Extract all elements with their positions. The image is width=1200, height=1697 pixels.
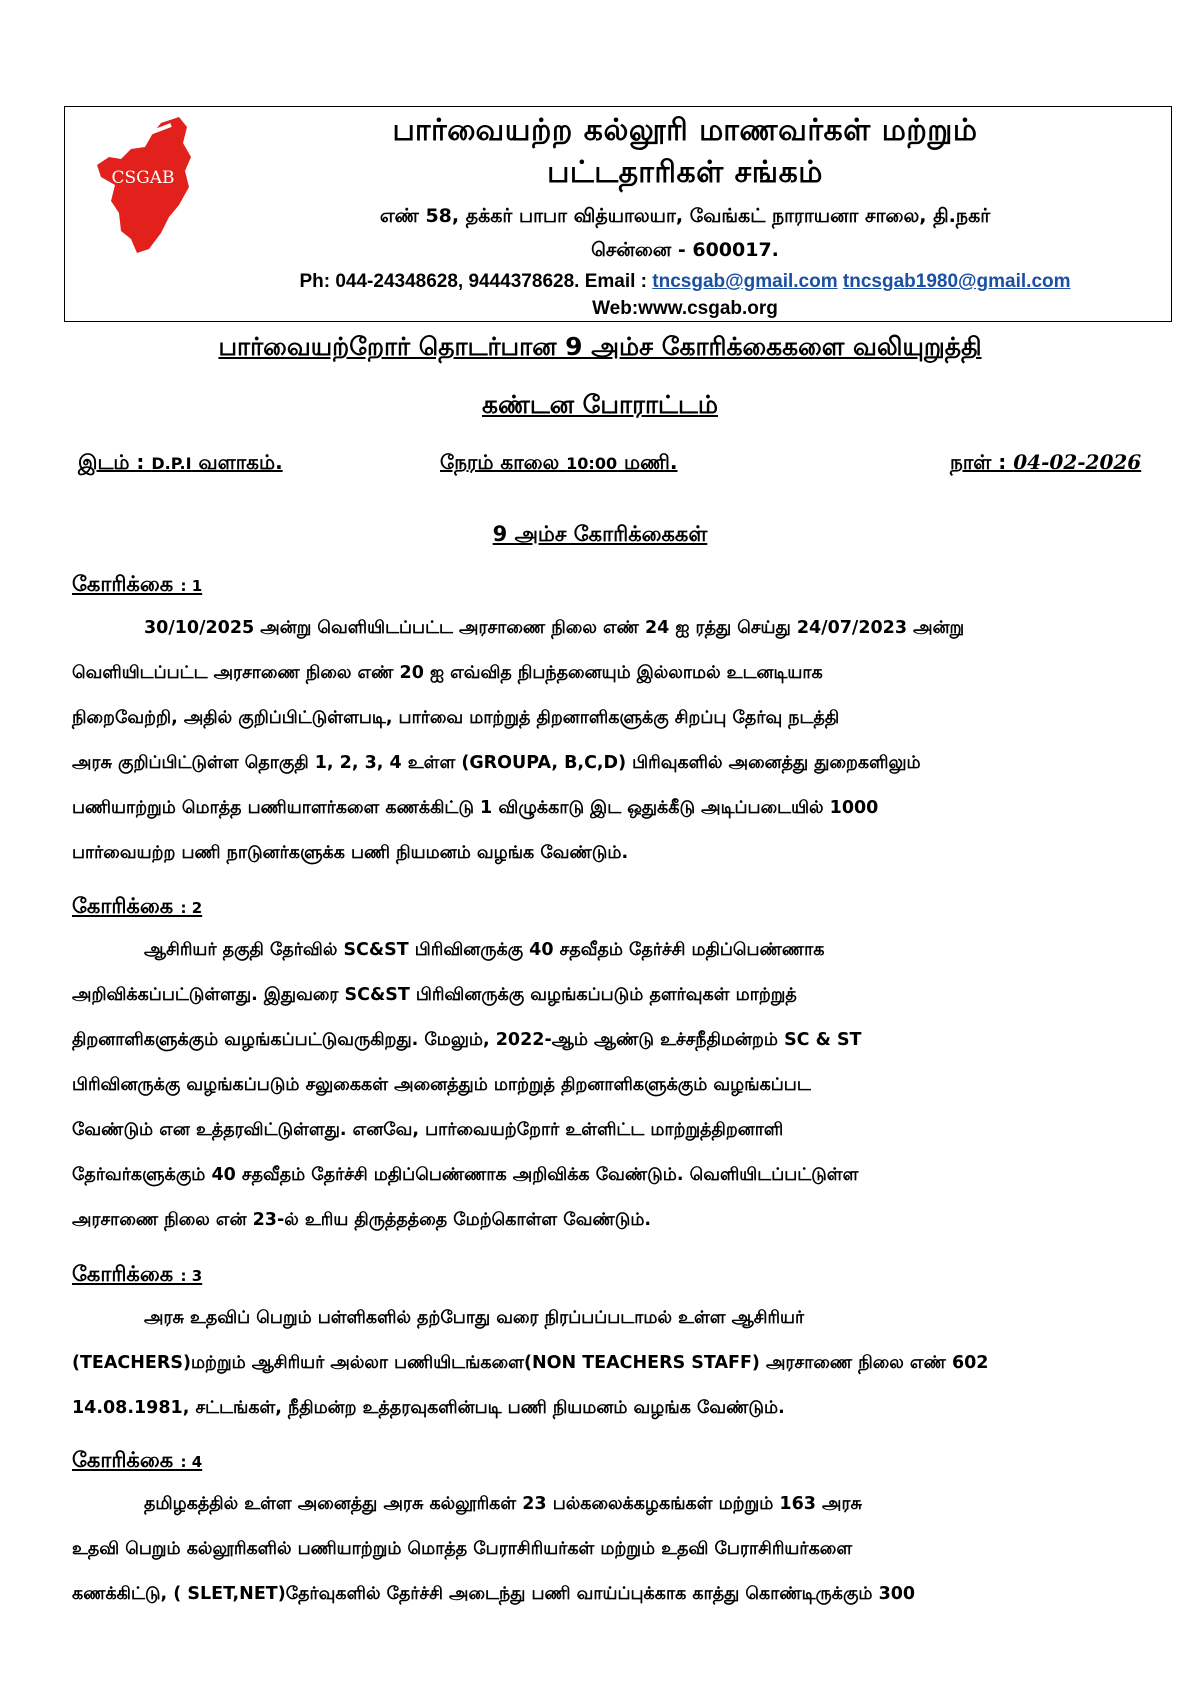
event-place <box>78 450 283 477</box>
demand-label: கோரிக்கை : 4 <box>72 1448 203 1472</box>
address-line1: எண் 58, தக்கர் பாபா வித்யாலயா, வேங்கட் நாராயனா சாலை, தி.நகர் <box>379 205 991 227</box>
demand-section-1 <box>72 572 1132 876</box>
time-suffix: மணி. <box>617 450 678 474</box>
event-time <box>440 450 678 477</box>
tamil-nadu-map-logo <box>91 113 203 258</box>
demand-section-3 <box>72 1262 1132 1431</box>
letterhead <box>64 106 1172 322</box>
demand-text: ஆசிரியர் தகுதி தேர்வில் SC&ST பிரிவினருக்கு 40 சதவீதம் தேர்ச்சி மதிப்பெண்ணாக அறிவிக்கப்பட்டுள்ளது. இதுவரை SC&ST பிரிவினருக்கு வழங்கப்படும் தளர்வுகள் மாற்றுத் திறனாளிகளுக்கும் வழங்கப்பட்டுவருகிறது. மேலும், 2022-ஆம் ஆண்டு உச்சநீதிமன்றம் SC & ST பிரிவினருக்கு வழங்கப்படும் சலுகைகள் அனைத்தும் மாற்றுத் திறனாளிகளுக்கும் வழங்கப்பட வேண்டும் என உத்தரவிட்டுள்ளது. எனவே, பார்வையற்றோர் உள்ளிட்ட மாற்றுத்திறனாளி தேர்வர்களுக்கும் 40 சதவீதம் தேர்ச்சி மதிப்பெண்ணாக அறிவிக்க வேண்டும். வெளியிடப்பட்டுள்ள அரசாணை நிலை என் 23-ல் உரிய திருத்தத்தை மேற்கொள்ள வேண்டும். <box>72 940 862 1230</box>
demand-label: கோரிக்கை : 2 <box>72 894 203 918</box>
demand-section-4 <box>72 1448 1132 1617</box>
email-link-2[interactable]: tncsgab1980@gmail.com <box>842 271 1071 292</box>
time-label: நேரம் காலை <box>440 450 567 474</box>
demand-label: கோரிக்கை : 3 <box>72 1262 203 1286</box>
demand-section-2 <box>72 894 1132 1243</box>
address-line2: சென்னை - 600017. <box>591 239 779 261</box>
org-name-line2: பட்டதாரிகள் சங்கம் <box>547 155 823 190</box>
contact-line <box>215 271 1155 293</box>
time-value: 10:00 <box>566 454 618 473</box>
phone-email-prefix: Ph: 044-24348628, 9444378628. Email : <box>299 271 653 292</box>
place-suffix: வளாகம். <box>191 450 283 474</box>
demand-text: அரசு உதவிப் பெறும் பள்ளிகளில் தற்போது வரை நிரப்பப்படாமல் உள்ள ஆசிரியர் (TEACHERS)மற்றும் ஆசிரியர் அல்லா பணியிடங்களை(NON TEACHERS STAFF) அரசாணை நிலை எண் 602 14.08.1981, சட்டங்கள், நீதிமன்ற உத்தரவுகளின்படி பணி நியமனம் வழங்க வேண்டும். <box>72 1308 989 1418</box>
place-label: இடம் : <box>78 450 152 474</box>
place-value: D.P.I <box>151 454 192 473</box>
event-date <box>950 450 1141 477</box>
date-value: 04-02-2026 <box>1013 450 1142 474</box>
page-title-line1: பார்வையற்றோர் தொடர்பான 9 அம்ச கோரிக்கைகளை வலியுறுத்தி <box>218 332 982 361</box>
date-label: நாள் : <box>950 450 1014 474</box>
org-name-line1: பார்வையற்ற கல்லூரி மாணவர்கள் மற்றும் <box>392 113 978 148</box>
demand-label: கோரிக்கை : 1 <box>72 572 203 596</box>
demands-heading: 9 அம்ச கோரிக்கைகள் <box>492 522 708 546</box>
website-line: Web:www.csgab.org <box>592 298 778 319</box>
svg-text:CSGAB: CSGAB <box>111 168 175 188</box>
demand-text: தமிழகத்தில் உள்ள அனைத்து அரசு கல்லூரிகள் 23 பல்கலைக்கழகங்கள் மற்றும் 163 அரசு உதவி பெறும் கல்லூரிகளில் பணியாற்றும் மொத்த பேராசிரியர்கள் மற்றும் உதவி பேராசிரியர்களை கணக்கிட்டு, ( SLET,NET)தேர்வுகளில் தேர்ச்சி அடைந்து பணி வாய்ப்புக்காக காத்து கொண்டிருக்கும் 300 <box>72 1494 916 1604</box>
email-link-1[interactable]: tncsgab@gmail.com <box>652 271 838 292</box>
page-title-line2: கண்டன போராட்டம் <box>482 390 718 419</box>
demand-text: 30/10/2025 அன்று வெளியிடப்பட்ட அரசாணை நிலை எண் 24 ஐ ரத்து செய்து 24/07/2023 அன்று வெளியிடப்பட்ட அரசாணை நிலை எண் 20 ஐ எவ்வித நிபந்தனையும் இல்லாமல் உடனடியாக நிறைவேற்றி, அதில் குறிப்பிட்டுள்ளபடி, பார்வை மாற்றுத் திறனாளிகளுக்கு சிறப்பு தேர்வு நடத்தி அரசு குறிப்பிட்டுள்ள தொகுதி 1, 2, 3, 4 உள்ள (GROUPA, B,C,D) பிரிவுகளில் அனைத்து துறைகளிலும் பணியாற்றும் மொத்த பணியாளர்களை கணக்கிட்டு 1 விழுக்காடு இட ஒதுக்கீடு அடிப்படையில் 1000 பார்வையற்ற பணி நாடுனர்களுக்க பணி நியமனம் வழங்க வேண்டும். <box>72 618 965 863</box>
